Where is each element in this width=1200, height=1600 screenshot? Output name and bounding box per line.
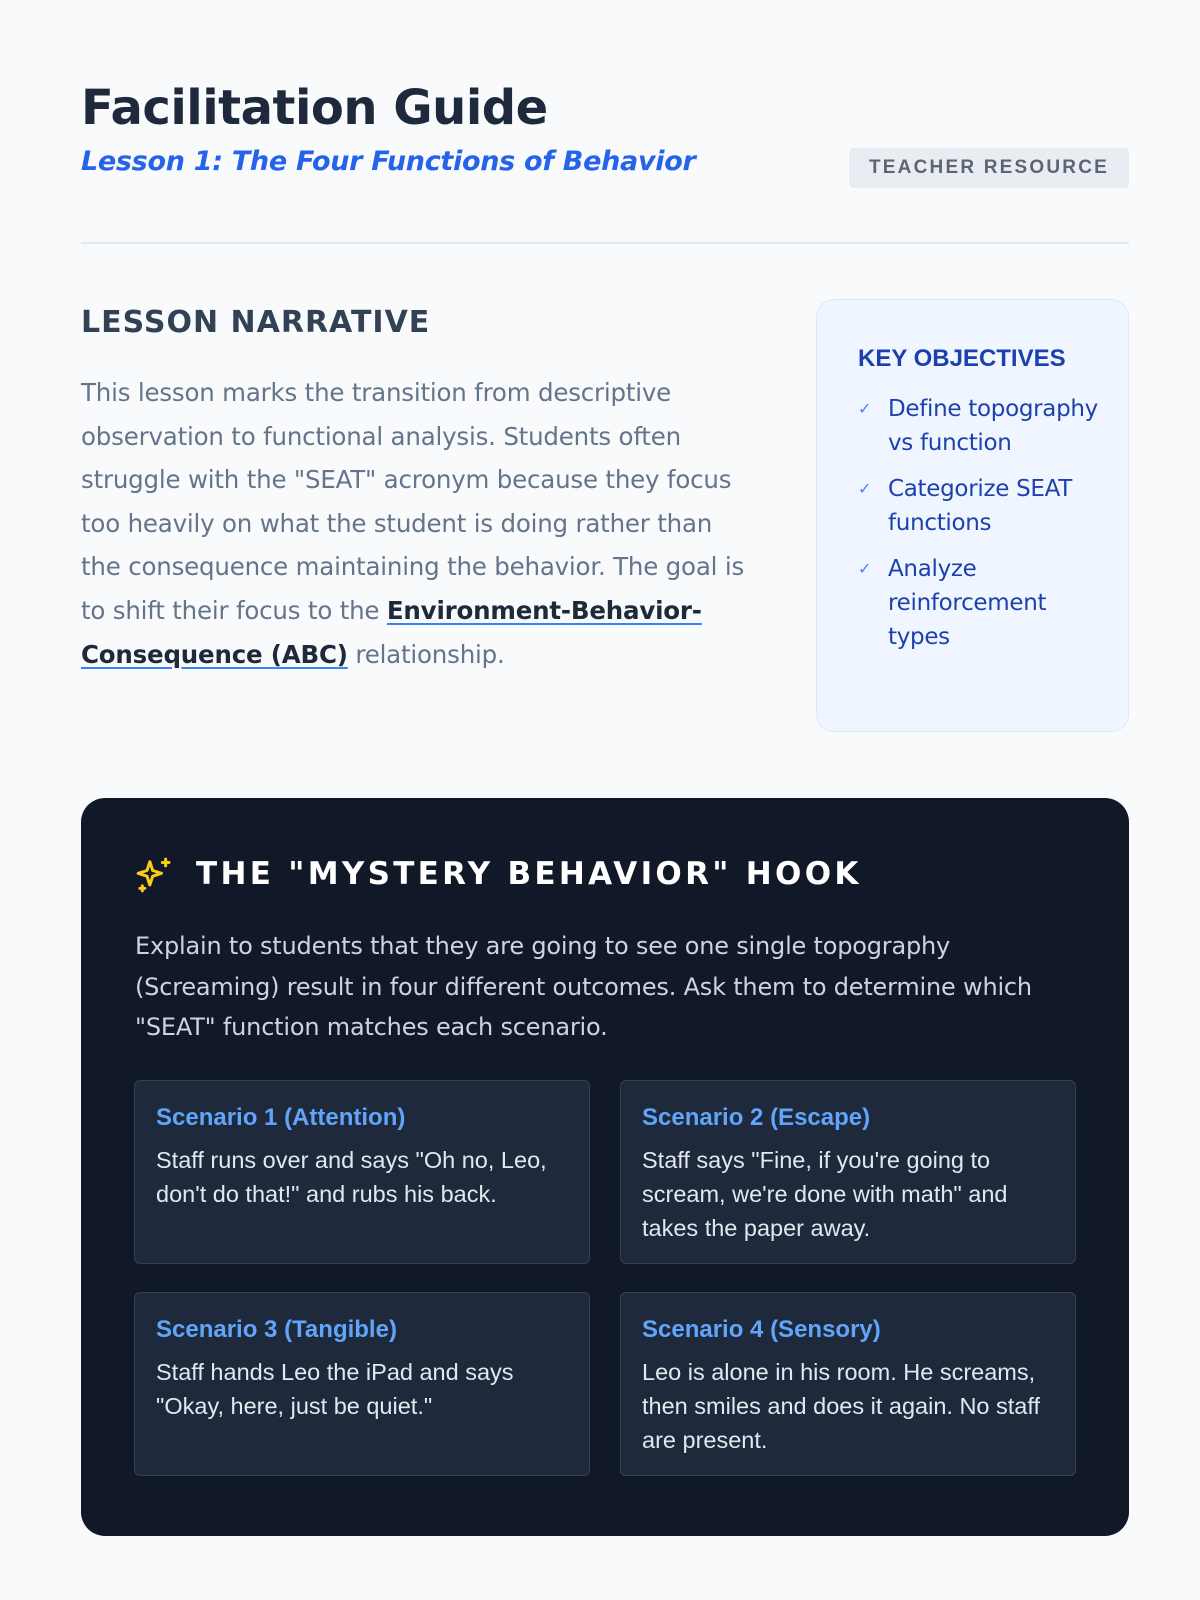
scenario-card-sensory: [620, 1292, 1076, 1476]
header-divider: [81, 242, 1129, 244]
narrative-heading: LESSON NARRATIVE: [81, 305, 431, 340]
scenario-card-attention: [134, 1080, 590, 1264]
objectives-heading: KEY OBJECTIVES: [858, 345, 1066, 372]
teacher-resource-badge: TEACHER RESOURCE: [849, 148, 1129, 188]
scenario-title: Scenario 2 (Escape): [642, 1104, 871, 1131]
check-icon: ✓: [858, 479, 872, 498]
scenario-body: Staff says "Fine, if you're going to scream, we're done with math" and takes the paper away.: [642, 1147, 1008, 1241]
objective-label: Analyze reinforcement types: [888, 556, 1047, 650]
scenario-title: Scenario 3 (Tangible): [156, 1316, 397, 1343]
scenario-card-escape: [620, 1080, 1076, 1264]
hook-instructions: Explain to students that they are going to see one single topography (Screaming) result in four different outcomes. Ask them to determine which "SEAT" function matches each scenario.: [135, 932, 1032, 1041]
scenario-body: Staff runs over and says "Oh no, Leo, don't do that!" and rubs his back.: [156, 1147, 547, 1207]
scenario-body: Leo is alone in his room. He screams, then smiles and does it again. No staff are present.: [642, 1359, 1040, 1453]
hook-heading: THE "MYSTERY BEHAVIOR" HOOK: [196, 856, 862, 892]
key-objectives-card: [816, 299, 1129, 732]
objective-label: Define topography vs function: [888, 396, 1098, 456]
sparkles-icon: [134, 855, 174, 895]
check-icon: ✓: [858, 559, 872, 578]
objective-item: [858, 392, 1098, 460]
objectives-list: [858, 392, 1098, 666]
objective-label: Categorize SEAT functions: [888, 476, 1073, 536]
abc-emphasis: Environment-Behavior-Consequence (ABC): [81, 595, 702, 669]
objective-item: [858, 552, 1098, 654]
scenario-card-tangible: [134, 1292, 590, 1476]
narrative-text-end: relationship.: [347, 639, 505, 669]
lesson-subtitle: Lesson 1: The Four Functions of Behavior: [81, 146, 696, 177]
scenario-body: Staff hands Leo the iPad and says "Okay, here, just be quiet.": [156, 1359, 514, 1419]
check-icon: ✓: [858, 399, 872, 418]
mystery-behavior-hook-card: [81, 798, 1129, 1536]
objective-item: [858, 472, 1098, 540]
narrative-text-intro: This lesson marks the transition from descriptive observation to functional analysis. Students often struggle with the "SEAT" acronym because they focus too heavily on what the student is doing rather than the consequence maintaining the behavior. The goal is to shift their focus to the: [81, 378, 745, 625]
scenario-title: Scenario 4 (Sensory): [642, 1316, 881, 1343]
page-title: Facilitation Guide: [81, 80, 548, 136]
scenario-title: Scenario 1 (Attention): [156, 1104, 406, 1131]
narrative-text: [81, 371, 756, 676]
